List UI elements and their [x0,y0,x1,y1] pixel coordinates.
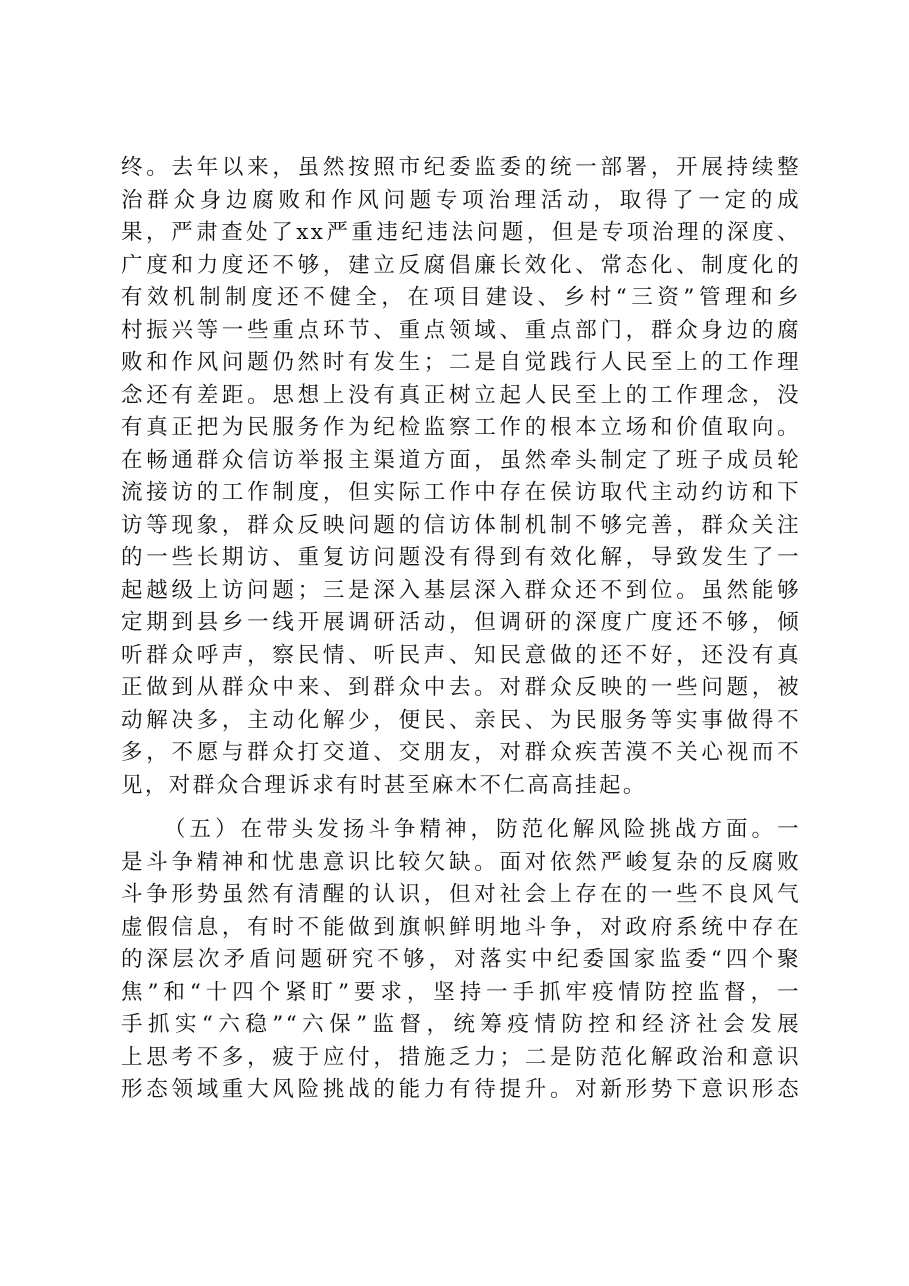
text-line: 在畅通群众信访举报主渠道方面，虽然牵头制定了班子成员轮 [121,447,801,473]
text-line: （五）在带头发扬斗争精神，防范化解风险挑战方面。一 [164,817,801,842]
text-line: 听群众呼声，察民情、听民声、知民意做的还不好，还没有真 [121,642,801,668]
text-line: 见，对群众合理诉求有时甚至麻木不仁高高挂起。 [121,772,647,798]
text-line: 的深层次矛盾问题研究不够，对落实中纪委国家监委“四个聚 [121,947,801,972]
paragraph-2 [121,814,801,1107]
text-line: 村振兴等一些重点环节、重点领域、重点部门，群众身边的腐 [121,317,801,343]
text-line: 流接访的工作制度，但实际工作中存在侯访取代主动约访和下 [121,480,801,505]
text-line: 形态领域重大风险挑战的能力有待提升。对新形势下意识形态 [121,1077,801,1102]
text-line: 有效机制制度还不健全，在项目建设、乡村“三资”管理和乡 [121,285,801,310]
text-line: 终。去年以来，虽然按照市纪委监委的统一部署，开展持续整 [121,155,801,180]
text-line: 败和作风问题仍然时有发生；二是自觉践行人民至上的工作理 [121,350,801,375]
text-line: 虚假信息，有时不能做到旗帜鲜明地斗争，对政府系统中存在 [121,914,801,940]
text-line: 访等现象，群众反映问题的信访体制机制不够完善，群众关注 [121,512,801,538]
text-line: 有真正把为民服务作为纪检监察工作的根本立场和价值取向。 [121,415,801,440]
text-line: 广度和力度还不够，建立反腐倡廉长效化、常态化、制度化的 [121,252,801,278]
text-line: 的一些长期访、重复访问题没有得到有效化解，导致发生了一 [121,545,801,570]
paragraph-1 [121,152,801,802]
text-line: 斗争形势虽然有清醒的认识，但对社会上存在的一些不良风气 [121,882,801,907]
text-line: 念还有差距。思想上没有真正树立起人民至上的工作理念，没 [121,382,801,408]
text-line: 多，不愿与群众打交道、交朋友，对群众疾苦漠不关心视而不 [121,740,801,765]
text-line: 正做到从群众中来、到群众中去。对群众反映的一些问题，被 [121,675,801,700]
text-line: 焦”和“十四个紧盯”要求，坚持一手抓牢疫情防控监督，一 [121,979,801,1005]
text-line: 果，严肃查处了xx严重违纪违法问题，但是专项治理的深度、 [121,220,801,245]
text-line: 上思考不多，疲于应付，措施乏力；二是防范化解政治和意识 [121,1044,801,1070]
text-line: 治群众身边腐败和作风问题专项治理活动，取得了一定的成 [121,187,801,213]
text-line: 动解决多，主动化解少，便民、亲民、为民服务等实事做得不 [121,707,801,733]
text-line: 定期到县乡一线开展调研活动，但调研的深度广度还不够，倾 [121,610,801,635]
text-line: 手抓实“六稳”“六保”监督，统筹疫情防控和经济社会发展 [121,1012,801,1037]
text-line: 是斗争精神和忧患意识比较欠缺。面对依然严峻复杂的反腐败 [121,849,801,875]
text-line: 起越级上访问题；三是深入基层深入群众还不到位。虽然能够 [121,577,801,603]
